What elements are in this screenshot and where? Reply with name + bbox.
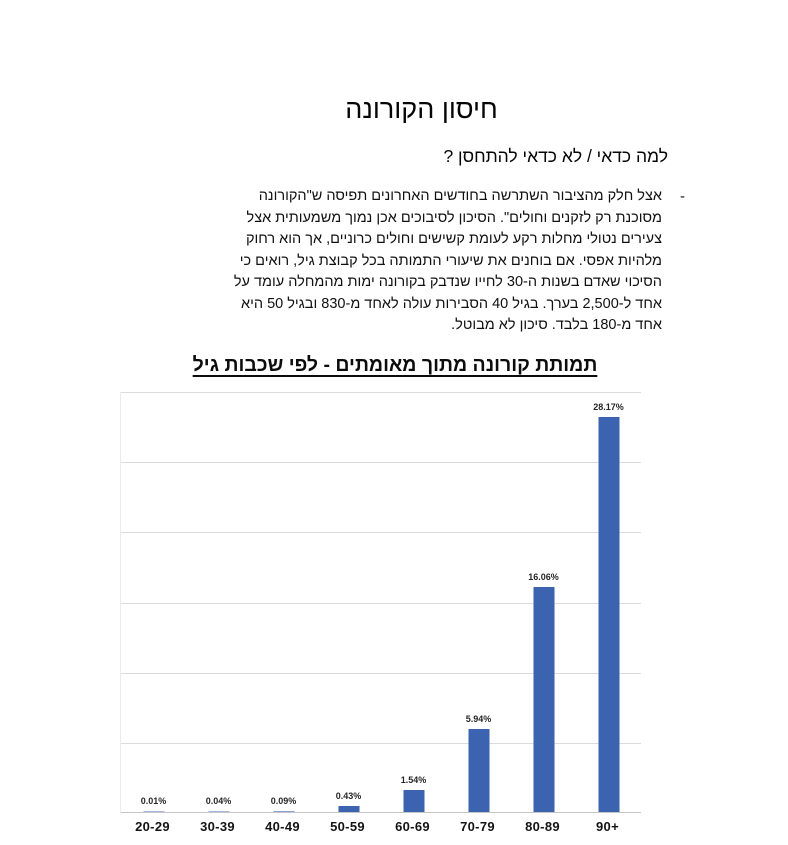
bullet-text — [234, 186, 662, 337]
bullet-line: צעירים נטולי מחלות רקע לעומת קשישים וחולים כרוניים, אך הוא רחוק — [245, 231, 662, 247]
bar-slot — [446, 392, 511, 813]
document-title: חיסון הקורונה — [345, 94, 498, 124]
bar-value-label: 5.94% — [465, 713, 492, 724]
chart-bar — [533, 587, 554, 812]
x-axis-labels — [120, 819, 640, 841]
bar-slot — [186, 392, 251, 813]
x-axis-label: 80-89 — [525, 819, 560, 834]
x-axis-label: 30-39 — [200, 819, 235, 834]
bar-value-label: 28.17% — [593, 401, 624, 412]
bar-slot — [576, 392, 641, 813]
bar-slot — [316, 392, 381, 813]
x-axis-label: 60-69 — [395, 819, 430, 834]
x-axis-label: 20-29 — [135, 819, 170, 834]
x-axis-label: 40-49 — [265, 819, 300, 834]
bar-slot — [511, 392, 576, 813]
bullet-line: מסוכנת רק לזקנים וחולים". הסיכון לסיבוכים אכן נמוך משמעותית אצל — [246, 209, 662, 226]
bar-value-label: 16.06% — [528, 571, 559, 582]
document-subtitle: למה כדאי / לא כדאי להתחסן ? — [443, 146, 668, 166]
bullet-line: אחד מ-180 בלבד. סיכון לא מבוטל. — [451, 317, 662, 333]
chart-bar — [273, 811, 294, 812]
bar-value-label: 0.04% — [205, 795, 232, 806]
bullet-line: אצל חלק מהציבור השתרשה בחודשים האחרונים תפיסה ש"הקורונה — [258, 188, 662, 204]
bullet-marker: - — [680, 188, 685, 205]
bar-value-label: 0.09% — [270, 795, 297, 806]
chart-bar — [143, 811, 164, 812]
chart-plot — [120, 392, 641, 813]
bar-slot — [251, 392, 316, 813]
x-axis-label: 50-59 — [330, 819, 365, 834]
bullet-line: מלהיות אפסי. אם בוחנים את שיעורי התמותה בכל קבוצת גיל, רואים כי — [239, 252, 662, 269]
bar-slot — [121, 392, 186, 813]
chart-title: תמותת קורונה מתוך מאומתים - לפי שכבות גיל — [192, 354, 598, 376]
bullet-line: אחד ל-2,500 בערך. בגיל 40 הסבירות עולה לאחד מ-830 ובגיל 50 היא — [240, 295, 662, 312]
bullet-line: הסיכוי שאדם בשנות ה-30 לחייו שנדבק בקורונה ימות מהמחלה עומד על — [233, 274, 662, 290]
chart-bar — [468, 729, 489, 812]
x-axis-label: 70-79 — [460, 819, 495, 834]
mortality-bar-chart — [95, 350, 695, 845]
bar-value-label: 0.43% — [335, 791, 362, 801]
chart-bar — [598, 417, 619, 812]
bar-value-label: 0.01% — [140, 795, 167, 806]
chart-bar — [208, 811, 229, 812]
x-axis-label: 90+ — [596, 819, 619, 834]
bar-value-label: 1.54% — [400, 775, 427, 786]
chart-bar — [403, 790, 424, 812]
bar-slot — [381, 392, 446, 813]
chart-bar — [338, 806, 359, 812]
bullet-paragraph — [234, 186, 685, 337]
